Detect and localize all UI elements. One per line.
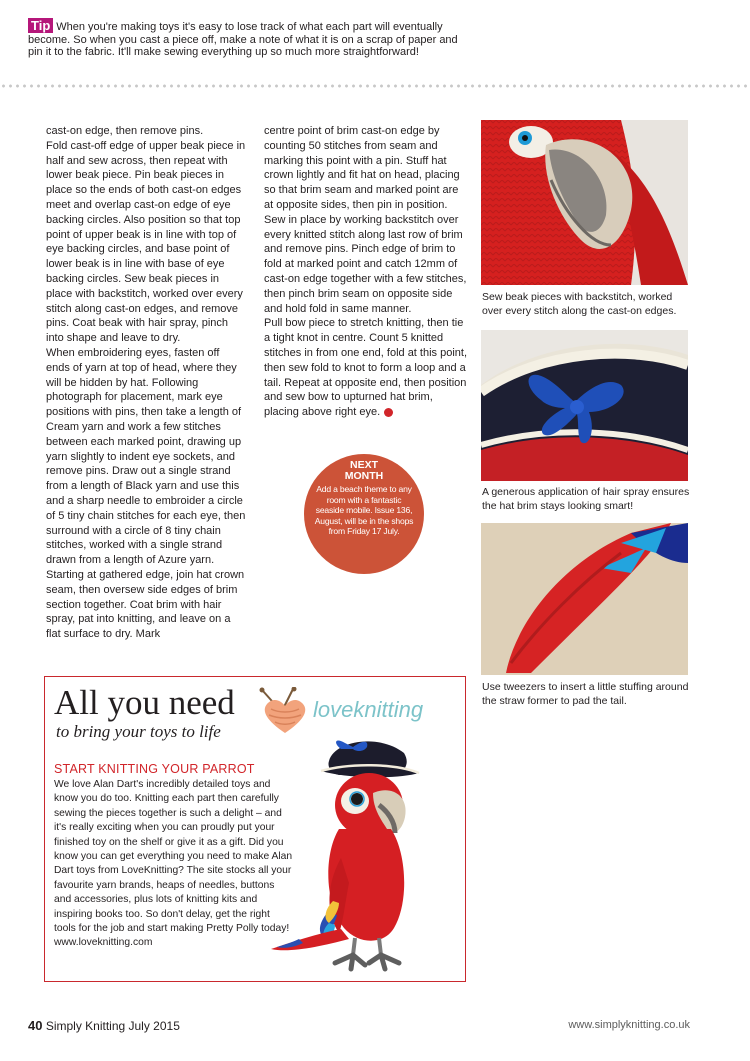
heart-yarn-icon [257,687,313,737]
promo-title: All you need [54,683,235,722]
tip-box [28,18,473,59]
yarn-ball-end-icon [384,408,393,417]
caption-photo-2: A generous application of hair spray ensures the hat brim stays looking smart! [482,486,690,512]
dotted-divider [0,84,750,88]
photo-beak [481,120,688,285]
promo-subtitle: to bring your toys to life [56,722,221,741]
paragraph: Starting at gathered edge, join hat crown seam, then oversew side edges of brim section together. Coat brim with hair spray, pat into knitting, and leave on a flat surface to dry. Mark [46,568,245,641]
promo-body-text: We love Alan Dart's incredibly detailed toys and know you do too. Knitting each part then carefully sewing the pieces together is such a delight – and it's really exciting when you can proudly put your finished toy on the shelf or give it as a gift. Did you know you can get everything you need to make Alan Dart toys from LoveKnitting? The site stocks all your favourite yarn brands, heaps of needles, buttons and accessories, plus lots of knitting kits and inspiring books too. So don't delay, get the right tools for the job and start making Pretty Polly today! [54,779,293,935]
caption-photo-1: Sew beak pieces with backstitch, worked over every stitch along the cast-on edges. [482,291,677,317]
photo-tail [481,523,688,675]
promo-body [54,778,294,951]
magazine-issue: Simply Knitting July 2015 [45,1019,180,1033]
promo-box [44,676,466,982]
photo-hat-bow [481,330,688,481]
promo-heading: START KNITTING YOUR PARROT [54,762,255,776]
next-month-text: Add a beach theme to any room with a fantastic seaside mobile. Issue 136, August, will be in the shops from Friday 17 July. [314,484,414,537]
loveknitting-logo [257,687,437,737]
paragraph: Fold cast-off edge of upper beak piece in half and sew across, then repeat with lower beak piece. Pin beak pieces in place so the ends of both cast-on edges meet and overlap cast-on edge of eye backing circles. Also position so that top point of upper beak is in line with top of eye backing circles, and base point of lower beak is in line with base of eye backing circles. Sew beak pieces in place with backstitch, worked over every stitch along cast-on edges, and remove pins. Coat beak with hair spray, pinch into shape and leave to dry. [46,139,246,345]
parrot-toy-photo [269,733,454,979]
next-month-badge [304,454,424,574]
caption-photo-3: Use tweezers to insert a little stuffing around the straw former to pad the tail. [482,681,689,707]
next-month-title: NEXT MONTH [344,459,384,482]
paragraph-last [264,316,467,420]
article-column-1 [46,124,246,642]
tip-badge: Tip [28,18,53,33]
tip-text: When you're making toys it's easy to lose track of what each part will eventually become. So when you cast a piece off, make a note of what it is on a scrap of paper and pin it to the fabric. It'll make sewing everything up so much more straightforward! [28,21,458,58]
paragraph: cast-on edge, then remove pins. [46,125,204,137]
paragraph: When embroidering eyes, fasten off ends of yarn at top of head, where they will be hidden by hat. Following photograph for placement, mark eye positions with pins, then take a length of Cream yarn and work a few stitches between each marked point, drawing up yarn slightly to indent eye sockets, and remove pins. Draw out a single strand from a length of Black yarn and use this and a sharp needle to embroider a circle of 5 tiny chain stitches for each eye, then surround with a circle of 8 tiny chain stitches, worked with a single strand drawn from a length of Azure yarn. [46,346,246,567]
footer-website[interactable]: www.simplyknitting.co.uk [568,1019,690,1031]
article-column-2 [264,124,467,420]
page-number: 40 [28,1018,43,1033]
promo-url[interactable]: www.loveknitting.com [54,937,153,949]
loveknitting-wordmark: loveknitting [313,697,424,722]
paragraph: centre point of brim cast-on edge by counting 50 stitches from seam and marking this point with a pin. Stuff hat crown lightly and fit hat on head, placing so that brim seam and marked point are at opposite sides, then pin in position. Sew in place by working backstitch over every knitted stitch along last row of brim and remove pins. Pinch edge of brim to fold at marked point and catch 12mm of cast-on edge together with a few stitches, then pinch brim seam on opposite side and hold fold in same manner. [264,125,467,315]
footer-left [28,1018,180,1033]
paragraph-text: Pull bow piece to stretch knitting, then tie a tight knot in centre. Count 5 knitted stitches in from one end, fold at this point, then sew fold to knot to form a loop and a tail. Repeat at opposite end, then position and sew bow to upturned hat brim, placing above right eye. [264,317,468,419]
